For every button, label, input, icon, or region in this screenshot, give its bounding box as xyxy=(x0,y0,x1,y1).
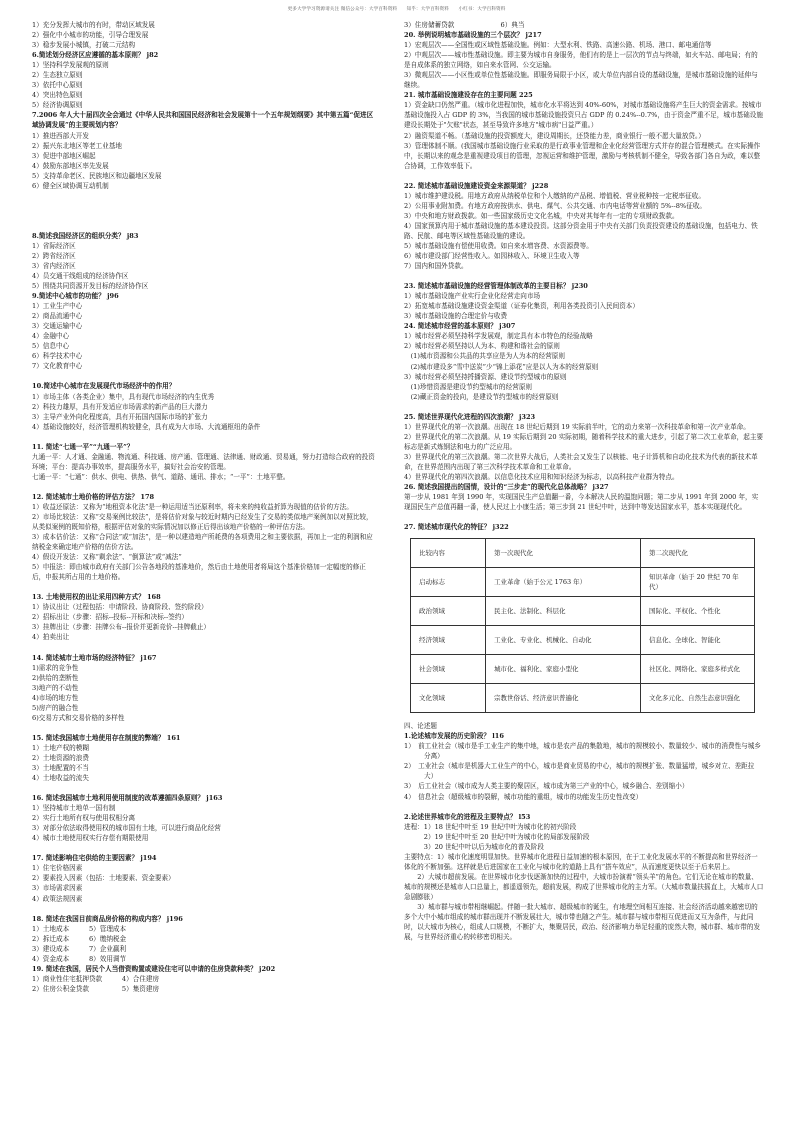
text-line: 主要特点：1）城市化速度明显加快。世界城市化进程日益加速的根本原因，在于工业化发展水平的不断提高和世界经济一体化的不断加强。这样就是后进国家在工业化与城市化的道路上具有“搭车效应”，从而速度更快以至于后来居上。 xyxy=(404,852,758,871)
text-line: (1)珍惜资源是建设节约型城市的经营原则 xyxy=(404,382,533,391)
question-heading: 23. 简述城市基础设施的经营管理体制改革的主要目标？ j230 xyxy=(404,282,588,291)
text-line: 3） 后工业社会（城市成为人类主要的聚居区，城市成为第三产业的中心，城乡融合、差别缩小） xyxy=(404,782,689,791)
text-line: 2）融资渠道不畅。（基础设施的投资额度大，建设周期长，还贷能力差，商业银行一般不愿大量放贷。） xyxy=(404,131,705,140)
text-line: 7）文化教育中心 xyxy=(32,362,83,371)
text-line: 5）申报法：即由城市政府有关部门公告各地段的基准地价，然后由土地使用者将局这个基准价格加一定幅度的修正后，申报其所占用的土地价格。 xyxy=(32,563,366,582)
header-part: 更多大学学习资源请关注 微信公众号：大学百科资料 xyxy=(287,7,398,12)
text-line: 3）微观层次——小区性或单位性基础设施。即服务局限于小区，或大单位内部自设的基础设施，是城市基础设施的延伸与继续。 xyxy=(404,71,758,90)
question-heading: 10.简述中心城市在发展现代市场经济中的作用？ xyxy=(32,382,176,391)
table-row xyxy=(411,684,755,713)
text-line: 3）20 世纪中叶以后为城市化的普及阶段 xyxy=(404,842,544,851)
text-line: 3）中央和地方财政拨款。如一些国家级历史文化名城，中央对其每年有一定的专项财政拨款。 xyxy=(404,211,679,220)
text-line: 3）对部分依法取得使用权的城市国有土地，可以进行商品化经营 xyxy=(32,824,221,833)
text-line: 2）生态独立原则 xyxy=(32,71,83,80)
text-line: 3）管理体制不顺。(我国城市基础设施行业采取的是行政事业管理和企业化经营管理方式并存的混合管理模式。在实际操作中，长期以来的观念是重视建设项目的管理，忽视运营和维护管理，激励与考核机制不健全，导致各部门各自为政，难以整合协调，工作效率低下。 xyxy=(404,141,761,170)
table-cell: 启动标志 xyxy=(411,568,486,597)
question-heading: 22. 简述城市基础设施建设资金来源渠道？ j228 xyxy=(404,181,549,190)
question-heading: 9.简述中心城市的功能？ j96 xyxy=(32,292,119,301)
text-line: 3）城市经营必须坚持捋播资源、建设节约型城市的原则 xyxy=(404,372,567,381)
table-header-cell: 第二次现代化 xyxy=(641,539,755,568)
text-line: 6)交易方式和交易价格的多样性 xyxy=(32,713,125,722)
right-bottom-section xyxy=(404,721,764,942)
text-line: 3）建设成本 7）企业赢利 xyxy=(32,944,127,953)
table-cell: 社区化、网络化、家庭多样式化 xyxy=(641,655,755,684)
text-line: 2）中观层次——城市性基础设施。即主要为城市自身服务，他们有的是上一层次的节点与终端，如火车站、邮电局；有的是自成体系的独立网络，如自来水管网、公交运输。 xyxy=(404,51,758,70)
text-line: 2）住房公积金贷款 5）集资建房 xyxy=(32,984,160,993)
text-line: 4）员交通干线组成的经济协作区 xyxy=(32,271,129,280)
table-cell: 文化多元化、自然生态意识强化 xyxy=(641,684,755,713)
table-cell: 社会领域 xyxy=(411,655,486,684)
text-line: 2）土地资源的浪费 xyxy=(32,753,89,762)
page-header xyxy=(0,6,793,12)
question-heading: 15. 简述我国城市土地使用存在制度的弊端？ 161 xyxy=(32,733,181,742)
text-line: 1）资金缺口仍然严重。（城市化进程加快，城市化水平将达到 40%-60%，对城市基础设施将产生巨大的资金需求。按城市基础设施投入占 GDP 的 3%，当我国的城市基础设施投资只占 GDP 的 0.24%--0.7%，由于资金严重不足，城市基础设施建设长期处于"欠账"状态，甚至导致许多地方"城市病"日益严重。） xyxy=(404,101,763,130)
question-heading: 14. 简述城市土地市场的经济特征？ j167 xyxy=(32,653,157,662)
question-heading: 27. 简述城市现代化的特征？ j322 xyxy=(404,523,509,532)
left-column xyxy=(32,20,377,994)
header-part: 知乎：大学百科资料 xyxy=(406,7,449,12)
right-column xyxy=(404,20,764,942)
spacer xyxy=(32,643,377,653)
table-cell: 工业化、专业化、机械化、自动化 xyxy=(486,626,641,655)
text-line: 3）挂牌出让（步骤：挂牌公布--报价并更新竞价--挂牌截止） xyxy=(32,623,210,632)
text-line: 进程：1）18 世纪中叶至 19 世纪中叶为城市化的初兴阶段 xyxy=(404,822,577,831)
text-line: 2）科技力雄厚，具有开发适应市场需求的新产品的巨大潜力 xyxy=(32,402,208,411)
text-line: 2）商品流通中心 xyxy=(32,312,83,321)
spacer xyxy=(32,432,377,442)
text-line: (2)城市建设多“雪中送炭”少“锦上添花”应是以人为本的经营原则 xyxy=(404,362,599,371)
table-header-cell: 第一次现代化 xyxy=(486,539,641,568)
question-heading: 8.简述我国经济区的组织分类？ j83 xyxy=(32,231,139,240)
table-row xyxy=(411,568,755,597)
question-heading: 21. 城市基础设施建设存在的主要问题 225 xyxy=(404,91,533,100)
table-header-cell: 比较内容 xyxy=(411,539,486,568)
spacer xyxy=(404,802,764,812)
text-line: 5）围绕共同资源开发目标的经济协作区 xyxy=(32,282,149,291)
table-cell: 文化领域 xyxy=(411,684,486,713)
text-line: 4）金融中心 xyxy=(32,332,70,341)
question-heading: 2.论述世界城市化的进程及主要特点？ l53 xyxy=(404,812,531,821)
table-row xyxy=(411,597,755,626)
question-heading: 20. 举例说明城市基础设施的三个层次？ j217 xyxy=(404,31,542,40)
text-line: 2）大城市超前发展。在世界城市化步伐逐渐加快的过程中，大城市扮演着“领头羊”的角色。它们无论在城市的数量、城市的规模还是城市人口总量上，都遥遥领先，超前发展，构成了世界城市化的主力军。（大城市数量扶摇直上，大城市人口急剧膨胀） xyxy=(404,872,764,901)
text-line: 5）经济协调原则 xyxy=(32,101,83,110)
text-line: 2）实行土地所有权与使用权相分离 xyxy=(32,814,136,823)
text-line: 3）土地配置的不当 xyxy=(32,764,89,772)
text-line: 2）招标出让（步骤：招标--投标--开标和决标--签约） xyxy=(32,613,189,622)
text-line: 1）坚持城市土地单一国有制 xyxy=(32,804,116,813)
text-line: 2）拆迁成本 6）缴纳税金 xyxy=(32,934,127,943)
text-line: 6）城市建设部门经营性收入。如园林收入、环境卫生收入等 xyxy=(404,252,580,261)
table-cell: 经济领域 xyxy=(411,626,486,655)
question-heading: 25. 简述世界现代化进程的四次浪潮？ j323 xyxy=(404,412,536,421)
table-row xyxy=(411,626,755,655)
text-line: 3）主导产业外向化程度高，具有开拓国内国际市场的扩张力 xyxy=(32,412,208,421)
text-line: 1）收益还原法：又称为“地租资本化法”是一种运用适当还原利率，将未来的纯收益折算为现值的估价的方法。 xyxy=(32,502,353,511)
question-heading: 1.论述城市发展的历史阶段？ l16 xyxy=(404,732,504,741)
text-line: 5）支持革命老区、民族地区和边疆地区发展 xyxy=(32,171,162,180)
text-line: 5）城市基础设施有偿使用收费。如自来水增容费、水资源费等。 xyxy=(404,241,593,250)
text-line: 2）市场比较法：又称“交易案例比较法”，是将估价对象与较近时期内已经发生了交易的类似地产案例加以对照比较，从类似案例的既知价格，根据评估对象的实际情况加以修正后得出该地产价格的一种评估方法。 xyxy=(32,512,373,532)
text-line: (1)城市资源和公共品的共享应是为人为本的经营原则 xyxy=(404,352,565,361)
text-line: 3）稳步发展小城镇，打破二元结构 xyxy=(32,41,136,50)
text-line: 3）住房储蓄贷款 6）典当 xyxy=(404,21,525,29)
text-line: 2）要素投入因素（包括：土地要素、资金要素） xyxy=(32,874,175,883)
text-line: 7）国内和国外贷款。 xyxy=(404,262,468,271)
text-line: 七通一平：“七通”：供水、供电、供热、供气、道路、通讯、排水；“一平”：土地平整。 xyxy=(32,472,290,481)
text-line: 1）协议出让（过程包括：申请阶段、协商阶段、签约阶段） xyxy=(32,603,208,612)
text-line: 4）突出特色原则 xyxy=(32,91,83,100)
table-cell: 宗教世俗话、经济意识普遍化 xyxy=(486,684,641,713)
text-line: 1）商业性住宅抵押贷款 4）合住建房 xyxy=(32,974,160,983)
text-line: 1）坚持科学发展观的原则 xyxy=(32,61,109,70)
table-cell: 信息化、全球化、智能化 xyxy=(641,626,755,655)
question-heading: 19. 简述在我国，居民个人当借资购置或建设住宅可以申请的住房贷款种类？ j202 xyxy=(32,964,276,973)
question-heading: 24. 简述城市经营的基本原则？ j307 xyxy=(404,322,516,331)
text-line: 2）城市经营必须坚持以人为本、构建和谐社会的原则 xyxy=(404,342,560,351)
text-line: 1）住宅价格因素 xyxy=(32,864,83,873)
text-line: 2)供给的垄断性 xyxy=(32,673,79,682)
text-line: 5）信息中心 xyxy=(32,342,70,351)
text-line: 4）政策法规因素 xyxy=(32,894,83,903)
comparison-table xyxy=(410,538,755,713)
text-line: 2）强化中小城市的功能，引导合理发展 xyxy=(32,31,149,40)
text-line: 1）省际经济区 xyxy=(32,241,76,250)
text-line: 1）城市经营必须坚持科学发展观，制定具有本市特色的经验战略 xyxy=(404,332,593,341)
text-line: 3)地产的不动性 xyxy=(32,683,79,692)
text-line: 1）市场主体（各类企业）集中，具有现代市场经济的内生优秀 xyxy=(32,392,215,401)
text-line: 3）促进中部地区崛起 xyxy=(32,151,96,160)
spacer xyxy=(32,723,377,733)
right-top-section xyxy=(404,20,764,532)
text-line: 3）交通运输中心 xyxy=(32,322,83,331)
text-line: 四、论述题 xyxy=(404,722,437,731)
question-heading: 12. 简述城市土地价格的评估方法？ 178 xyxy=(32,492,155,501)
table-cell: 民主化、法制化、科层化 xyxy=(486,597,641,626)
header-part: 小红书：大学百科资料 xyxy=(458,7,506,12)
text-line: 2）拓宽城市基础设施建设资金渠道（证券化集资，利用各类投资引入民间资本） xyxy=(404,302,639,311)
question-heading: 16. 简述我国城市土地利用使用制度的改革遵循四条原则？ j163 xyxy=(32,794,223,803)
text-line: 1） 前工业社会（城市是手工业生产的集中地，城市是农产品的集散地，城市的规模较小、数量较少、城市的消费性与城乡分离） xyxy=(404,742,761,761)
text-line: 第一步从 1981 年到 1990 年，实现国民生产总值翻一番，今本解决人民的温饱问题；第二步从 1991 年到 2000 年，实现国民生产总值再翻一番，使人民过上小康生活；第三步到 21 世纪中叶，达到中等发达国家水平，基本实现现代化。 xyxy=(404,493,759,512)
text-line: 4） 信息社会（超级城市的裂解，城市功能的重组，城市的功能发生历史性改变） xyxy=(404,792,643,801)
spacer xyxy=(404,402,764,412)
table-cell: 政治领域 xyxy=(411,597,486,626)
spacer xyxy=(32,904,377,914)
spacer xyxy=(32,191,377,231)
spacer xyxy=(404,271,764,281)
spacer xyxy=(32,482,377,492)
text-line: 3）省内经济区 xyxy=(32,261,76,270)
text-line: 1）工业生产中心 xyxy=(32,302,83,311)
text-line: 1）推进西部大开发 xyxy=(32,131,89,140)
text-line: 3）世界现代化的第三次浪潮。第二次世界大战后，人类社会又发生了以核能、电子计算机和自动化技术为代表的新技术革命，在世界范围内出现了第三次科学技术革命和工业革命。 xyxy=(404,452,758,471)
text-line: 1)需求的竞争性 xyxy=(32,663,79,672)
text-line: 6）科学技术中心 xyxy=(32,352,83,361)
text-line: 4）土地收益的流失 xyxy=(32,774,89,783)
text-line: 5)房产的融合性 xyxy=(32,703,79,712)
text-line: 2） 工业社会（城市是机器大工业生产的中心，城市是商业贸易的中心，城市的规模扩张、数量猛增，城乡对立、差距拉大） xyxy=(404,762,755,781)
text-line: 2）19 世纪中叶至 20 世纪中叶为城市化的局部发展阶段 xyxy=(404,832,590,841)
spacer xyxy=(32,582,377,592)
question-heading: 11. 简述“七通一平”“九通一平”？ xyxy=(32,442,134,451)
table-row xyxy=(411,655,755,684)
text-line: 2）公用事业附加费。有地方政府按供水、供电、煤气、公共交通、市内电话等营业额的 5%--8%征收。 xyxy=(404,201,707,210)
question-heading: 26. 简述我国提出的国情，设计的“三步走”的现代化总体战略？ j327 xyxy=(404,483,609,492)
text-line: 4）资金成本 8）效用调节 xyxy=(32,954,127,963)
question-heading: 6.简述划分经济区应遵循的基本原则？ j82 xyxy=(32,51,159,60)
text-line: 4）鼓励东部地区率先发展 xyxy=(32,161,109,170)
text-line: 1）城市基础设施产业实行企业化经营走向市场 xyxy=(404,292,541,301)
text-line: 4）城市土地使用权实行存偿有期限使用 xyxy=(32,834,149,843)
text-line: 2）跨省经济区 xyxy=(32,251,76,260)
text-line: 4）世界现代化的第四次浪潮。以信息化技术应用和知识经济为标志，以高科技产业群为特点。 xyxy=(404,472,679,481)
text-line: (2)藏正资金的投向，是建设节约型城市的经营原则 xyxy=(404,392,559,401)
text-line: 6）健全区域协调互动机制 xyxy=(32,181,109,190)
table-cell: 知识革命（始于 20 世纪 70 年代） xyxy=(641,568,755,597)
text-line: 3）市场需求因素 xyxy=(32,884,83,893)
text-line: 1）土地产权的模糊 xyxy=(32,743,89,752)
text-line: 4）拍卖出让 xyxy=(32,633,70,642)
spacer xyxy=(32,843,377,853)
text-line: 3）依托中心原则 xyxy=(32,81,83,90)
table-cell: 城市化、福利化、家庭小型化 xyxy=(486,655,641,684)
spacer xyxy=(32,371,377,381)
text-line: 1）土地成本 5）管理成本 xyxy=(32,924,127,933)
text-line: 2）振兴东北地区等老工业基地 xyxy=(32,141,122,150)
question-heading: 17. 简述影响住宅供给的主要因素？ j194 xyxy=(32,854,157,863)
text-line: 3）成本估价法：又称“合同法”或“加法”，是一种以建造地产所耗费的各项费用之和主要依据，再加上一定的利润和应纳税金来确定地产价格的估价方法。 xyxy=(32,533,373,552)
text-line: 1）宏观层次——全国性或区域性基础设施。例如：大型水利、铁路、高速公路、机场、港口、邮电通信等 xyxy=(404,41,712,50)
text-line: 4）假设开发法：又称“剩余法”、“倒算法”或“减法” xyxy=(32,553,182,562)
text-line: 3）城市群与城市带相继崛起。伴随一批大城市、超级城市的诞生，有地理空间相互连接、社会经济活动越来越密切的多个大中小城市组成的城市群出现并不断发展壮大，城市带也随之产生。城市群与城市带相互促进而又互为条件，与此同时，以大城市为核心，组成人口规模，不断扩大，集聚居民，政治、经济影响力举足轻重的庞然大物，城市群、城市带的发展，与世界经济重心的转移密切相关。 xyxy=(404,903,761,942)
table-cell: 国际化、平权化、个性化 xyxy=(641,597,755,626)
question-heading: 13. 土地使用权的出让采用四种方式？ 168 xyxy=(32,593,161,602)
text-line: 3）城市基础设施的合理定价与收费 xyxy=(404,312,508,321)
text-line: 1）充分发挥大城市的有时，带动区域发展 xyxy=(32,21,155,29)
spacer xyxy=(32,783,377,793)
text-line: 4）基础设施较好，经济管理机构较健全，具有成为大市场、大流通枢纽的条件 xyxy=(32,422,261,431)
text-line: 4）国家预算内用于城市基础设施的基本建设投资。这部分资金用于中央有关部门负责投资建设的基础设施，包括电力、铁路、民航、邮电等区域性基础设施的建设。 xyxy=(404,221,758,240)
text-line: 1）世界现代化的第一次浪潮。出现在 18 世纪后期到 19 实际前半叶，它的动力来第一次科技革命和第一次产业革命。 xyxy=(404,422,750,431)
text-line: 九通一平：人才通、金融通、物流通、科技通、房产通、管理通、法律通、财政通、贸易通，努力打造综合政府的投资环境；平台：提高办事效率，提高服务水平，搞好社会治安的管理。 xyxy=(32,452,375,471)
spacer xyxy=(404,512,764,522)
spacer xyxy=(404,171,764,181)
table-header-row xyxy=(411,539,755,568)
table-cell: 工业革命（始于公元 1763 年） xyxy=(486,568,641,597)
text-line: 2）世界现代化的第二次浪潮。从 19 实际后期到 20 实际初期，随着科学技术的重大进步，引起了第二次工业革命，起主要标志是新式炼钢法和电力的广泛应用。 xyxy=(404,432,764,451)
question-heading: 7.2006 年人大十届四次全会通过《中华人民共和国国民经济和社会发展第十一个五年规划纲要》其中第五篇“促进区域协调发展”的主要规划内容？ xyxy=(32,111,374,130)
text-line: 1）城市维护建设税。用地方政府从纳税单位和个人缴纳的产品税、增值税、营业税种按一定税率征收。 xyxy=(404,191,705,200)
question-heading: 18. 简述在我国目前商品房价格的构成内容？ j196 xyxy=(32,914,183,923)
text-line: 4)市场的地方性 xyxy=(32,693,79,702)
